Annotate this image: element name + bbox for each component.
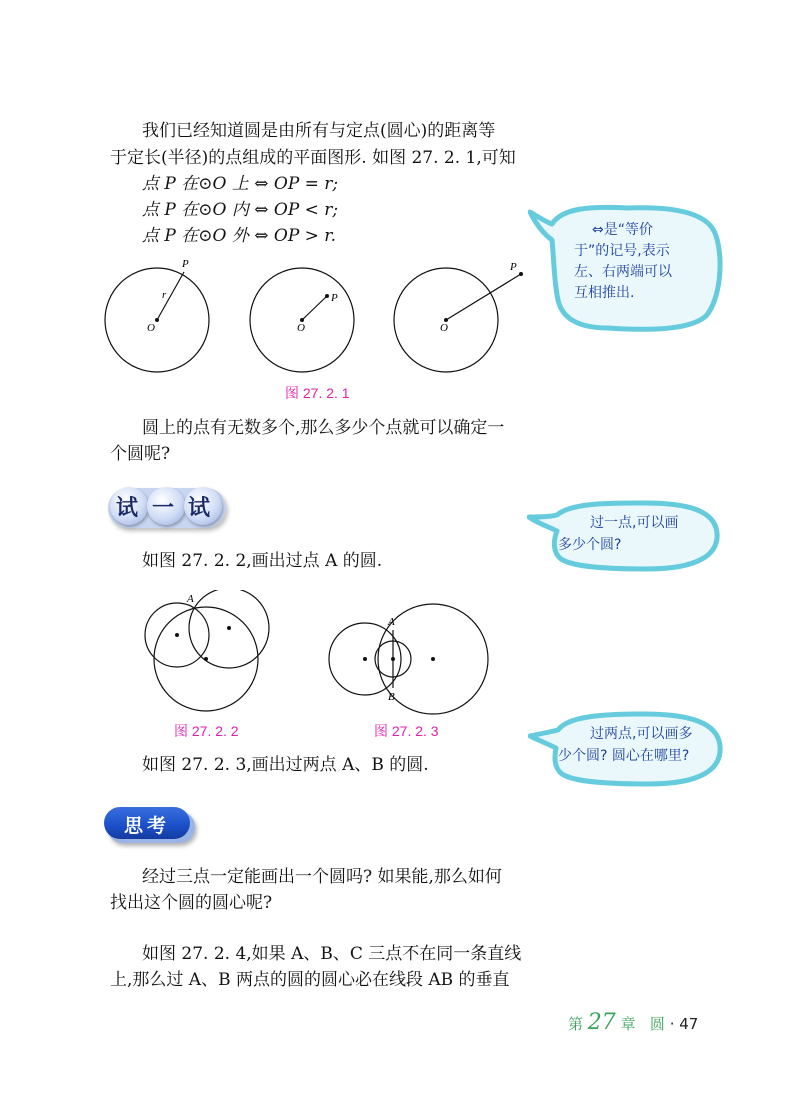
footer-prefix: 第 [568,1015,584,1033]
label-p: P [182,258,189,270]
try-it-title: 试一试 [116,496,225,521]
question-2-line-2: 找出这个圆的圆心呢? [110,893,273,913]
center-dot [175,633,179,637]
note-1-line-4: 互相推出. [574,285,635,301]
center-dot [391,657,395,661]
note-2-line-2: 多少个圆? [558,537,622,553]
label-o: O [297,322,305,334]
label-r: r [162,289,167,301]
label-o: O [147,322,155,334]
closing-line-2: 上,那么过 A、B 两点的圆的圆心必在线段 AB 的垂直 [110,970,510,990]
question-1-line-1: 圆上的点有无数多个,那么多少个点就可以确定一 [142,418,505,438]
note-3-line-2: 少个圆? 圆心在哪里? [558,748,690,764]
page-number: 47 [679,1015,699,1033]
figure-27-2-2-caption: 图 27. 2. 2 [174,723,239,739]
figure-27-2-3 [325,600,495,715]
label-b: B [388,691,395,703]
label-p: P [331,292,338,304]
label-a: A [388,616,395,628]
task-2-text: 如图 27. 2. 3,画出过两点 A、B 的圆. [142,755,429,775]
figure-27-2-1 [100,258,530,378]
try-it-badge [104,484,228,530]
think-title: 思考 [123,815,170,837]
circle-point-outside [394,268,521,372]
condition-inside-circle: 点 P 在⊙O 内 ⇔ OP < r; [142,200,339,220]
center-dot [363,657,367,661]
intro-line-1: 我们已经知道圆是由所有与定点(圆心)的距离等 [142,121,496,141]
note-bubble-2 [527,497,727,575]
note-1-line-2: 于”的记号,表示 [574,243,670,259]
point-p-dot [519,272,523,276]
figure-27-2-3-caption: 图 27. 2. 3 [374,723,439,739]
note-1-line-1: ⇔是“等价 [592,222,653,238]
task-1-text: 如图 27. 2. 2,画出过点 A 的圆. [142,551,383,571]
note-3-line-1: 过两点,可以画多 [590,726,693,742]
label-p: P [510,261,517,273]
closing-line-1: 如图 27. 2. 4,如果 A、B、C 三点不在同一条直线 [142,944,522,964]
condition-outside-circle: 点 P 在⊙O 外 ⇔ OP > r. [142,226,336,246]
footer-chapter-title: 圆 [649,1015,665,1033]
center-dot [155,318,159,322]
question-1-line-2: 个圆呢? [110,444,171,464]
center-dot [204,657,208,661]
figure-27-2-1-caption: 图 27. 2. 1 [285,385,350,401]
point-p-dot [325,294,329,298]
think-badge [104,806,196,846]
intro-line-2: 于定长(半径)的点组成的平面图形. 如图 27. 2. 1,可知 [110,148,516,168]
label-a: A [187,593,194,605]
note-2-line-1: 过一点,可以画 [590,515,679,531]
center-dot [227,626,231,630]
center-dot [431,657,435,661]
question-2-line-1: 经过三点一定能画出一个圆吗? 如果能,那么如何 [142,867,502,887]
footer-separator: · [669,1015,675,1033]
page-footer [568,1010,698,1035]
footer-chapter-number: 27 [587,1010,616,1035]
note-1-line-3: 左、右两端可以 [574,264,672,280]
footer-suffix: 章 [620,1015,636,1033]
condition-on-circle: 点 P 在⊙O 上 ⇔ OP = r; [142,174,339,194]
figure-27-2-2 [140,590,280,720]
label-o: O [440,322,448,334]
